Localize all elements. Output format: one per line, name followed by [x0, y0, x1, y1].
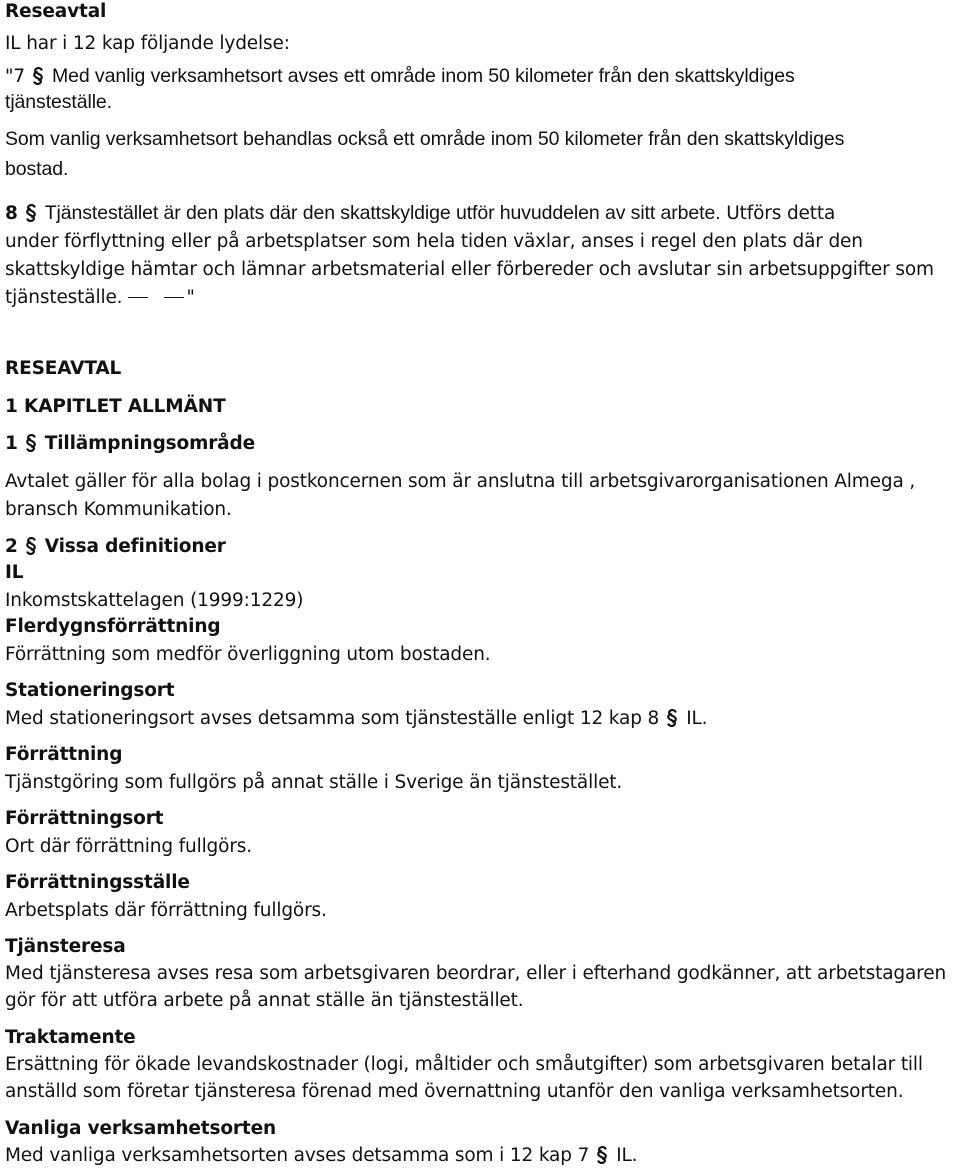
definition-text: Förrättning som medför överliggning utom bostaden.	[5, 644, 491, 665]
section-sign-icon	[31, 67, 45, 85]
dash-mark	[164, 297, 184, 298]
definition-text-part: Med stationeringsort avses detsamma som tjänsteställe enligt 12 kap 8	[5, 708, 660, 729]
quote-paragraph-8-line-1	[5, 201, 957, 226]
chapter-heading: 1 KAPITLET ALLMÄNT	[5, 396, 226, 417]
definition-term: Förrättningsställe	[5, 872, 190, 893]
quote-paragraph-8-line-2: under förflyttning eller på arbetsplatser som hela tiden växlar, anses i regel den plats där den	[5, 231, 863, 252]
quote-paragraph-8-line-3: skattskyldige hämtar och lämnar arbetsmaterial eller förbereder och avslutar sin arbetsuppgifter som	[5, 259, 934, 280]
definition-text: Med tjänsteresa avses resa som arbetsgivaren beordrar, eller i efterhand godkänner, att arbetstagaren	[5, 963, 947, 984]
definition-text: Tjänstgöring som fullgörs på annat ställe i Sverige än tjänstestället.	[5, 772, 623, 793]
section-1-text-line-2: bransch Kommunikation.	[5, 499, 232, 520]
section-2-number: 2	[5, 536, 18, 557]
definition-term: Förrättning	[5, 744, 123, 765]
definition-text: gör för att utföra arbete på annat ställe än tjänstestället.	[5, 990, 524, 1011]
quote-paragraph-8-last-text: tjänsteställe.	[5, 287, 123, 308]
quote-paragraph-8-line-4	[5, 286, 957, 310]
section-sign-icon	[24, 204, 38, 222]
section-sign-icon	[24, 434, 38, 452]
definition-text: Arbetsplats där förrättning fullgörs.	[5, 900, 327, 921]
section-1-title: Tillämpningsområde	[44, 433, 256, 454]
agreement-heading: RESEAVTAL	[5, 358, 122, 379]
definition-text: Ersättning för ökade levandskostnader (logi, måltider och småutgifter) som arbetsgivaren betalar till	[5, 1054, 923, 1075]
definition-term: Flerdygnsförrättning	[5, 616, 221, 637]
section-2-heading	[5, 535, 957, 559]
section-1-heading	[5, 432, 957, 456]
definition-text-part: Med vanliga verksamhetsorten avses detsamma som i 12 kap 7	[5, 1145, 590, 1166]
section-1-text-line-1: Avtalet gäller för alla bolag i postkoncernen som är anslutna till arbetsgivarorganisationen Almega ,	[5, 471, 916, 492]
section-1-number: 1	[5, 433, 18, 454]
definition-term: Vanliga verksamhetsorten	[5, 1118, 276, 1139]
quote-paragraph-7b-line-2: bostad.	[5, 158, 69, 180]
quote-paragraph-8-text: Tjänstestället är den plats där den skattskyldige utför huvuddelen av sitt arbete.	[44, 202, 721, 224]
definition-text	[5, 1144, 957, 1168]
quote-paragraph-7b-line-1: Som vanlig verksamhetsort behandlas också ett område inom 50 kilometer från den skattskyldiges	[5, 128, 845, 150]
definition-term: Tjänsteresa	[5, 936, 126, 957]
dash-mark	[128, 297, 148, 298]
definition-text-part: IL.	[616, 1145, 638, 1166]
quote-close-mark: "	[186, 287, 195, 308]
definition-term: Traktamente	[5, 1027, 136, 1048]
quote-section-number: 8	[5, 203, 18, 224]
quote-paragraph-8-continued: Utförs detta	[726, 203, 836, 224]
definition-text: anställd som företar tjänsteresa förenad med övernattning utanför den vanliga verksamhetsorten.	[5, 1081, 904, 1102]
section-2-title: Vissa definitioner	[44, 536, 226, 557]
quote-paragraph-7-line-2: tjänsteställe.	[5, 91, 112, 113]
definition-text-part: IL.	[686, 708, 708, 729]
definition-term: Stationeringsort	[5, 680, 175, 701]
quote-open-number: "7	[5, 66, 25, 87]
definition-term: Förrättningsort	[5, 808, 164, 829]
quote-paragraph-7-line-1	[5, 64, 957, 89]
section-sign-icon	[665, 709, 679, 727]
definition-text: Ort där förrättning fullgörs.	[5, 836, 252, 857]
definition-text: Inkomstskattelagen (1999:1229)	[5, 590, 304, 611]
section-sign-icon	[24, 537, 38, 555]
definition-text	[5, 707, 957, 731]
document-title: Reseavtal	[5, 1, 107, 22]
section-sign-icon	[595, 1146, 609, 1164]
quote-paragraph-7-text-1: Med vanlig verksamhetsort avses ett område inom 50 kilometer från den skattskyldiges	[51, 65, 795, 87]
document-page	[5, 0, 957, 1170]
intro-line: IL har i 12 kap följande lydelse:	[5, 33, 290, 54]
definition-term: IL	[5, 562, 24, 583]
